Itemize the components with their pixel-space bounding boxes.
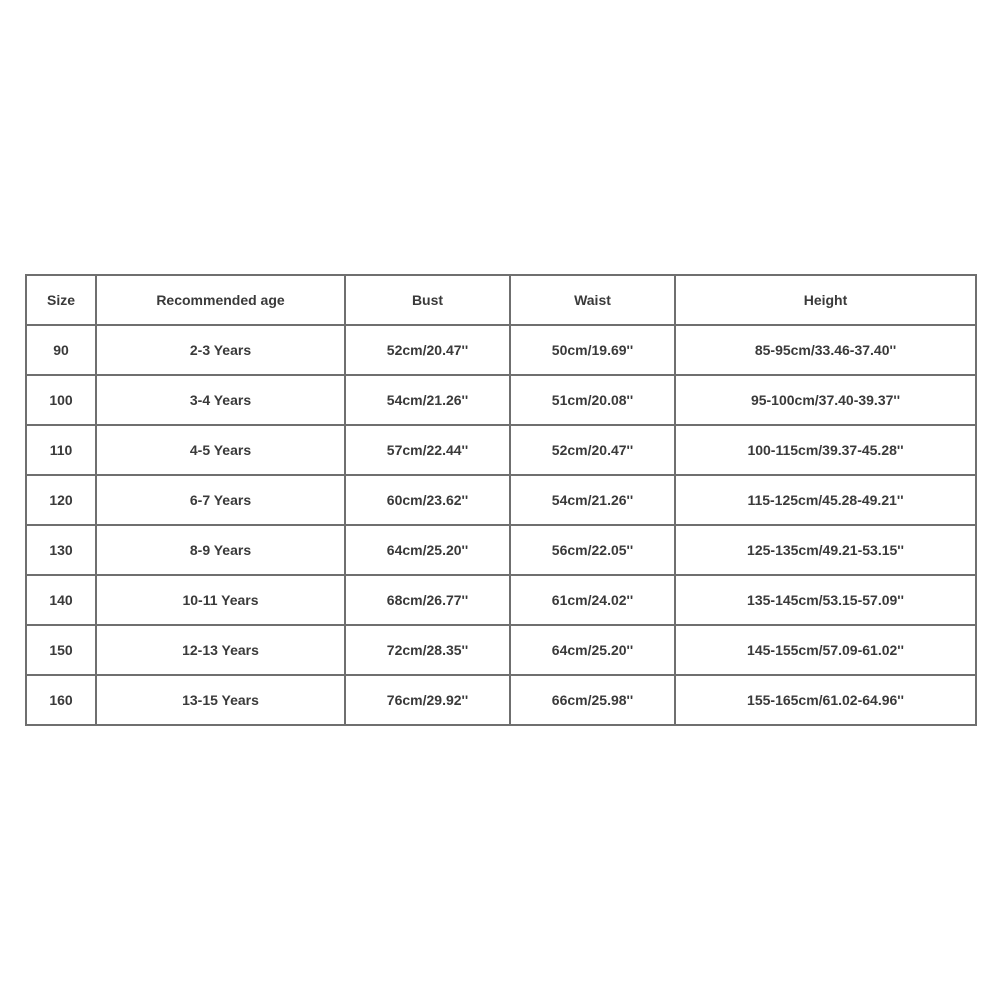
table-row bbox=[26, 375, 976, 425]
header-size: Size bbox=[26, 275, 96, 325]
cell-size: 150 bbox=[26, 625, 96, 675]
size-chart-body bbox=[26, 275, 976, 725]
size-chart-table bbox=[25, 274, 977, 726]
table-row bbox=[26, 625, 976, 675]
cell-recommended-age: 12-13 Years bbox=[96, 625, 345, 675]
cell-bust: 52cm/20.47'' bbox=[345, 325, 510, 375]
header-recommended-age: Recommended age bbox=[96, 275, 345, 325]
cell-recommended-age: 13-15 Years bbox=[96, 675, 345, 725]
cell-recommended-age: 10-11 Years bbox=[96, 575, 345, 625]
cell-bust: 64cm/25.20'' bbox=[345, 525, 510, 575]
cell-recommended-age: 8-9 Years bbox=[96, 525, 345, 575]
cell-height: 95-100cm/37.40-39.37'' bbox=[675, 375, 976, 425]
cell-waist: 54cm/21.26'' bbox=[510, 475, 675, 525]
header-bust: Bust bbox=[345, 275, 510, 325]
cell-waist: 51cm/20.08'' bbox=[510, 375, 675, 425]
cell-size: 90 bbox=[26, 325, 96, 375]
cell-bust: 72cm/28.35'' bbox=[345, 625, 510, 675]
cell-height: 125-135cm/49.21-53.15'' bbox=[675, 525, 976, 575]
cell-waist: 50cm/19.69'' bbox=[510, 325, 675, 375]
cell-height: 135-145cm/53.15-57.09'' bbox=[675, 575, 976, 625]
table-header-row bbox=[26, 275, 976, 325]
cell-height: 115-125cm/45.28-49.21'' bbox=[675, 475, 976, 525]
cell-size: 140 bbox=[26, 575, 96, 625]
cell-bust: 68cm/26.77'' bbox=[345, 575, 510, 625]
cell-height: 100-115cm/39.37-45.28'' bbox=[675, 425, 976, 475]
cell-bust: 54cm/21.26'' bbox=[345, 375, 510, 425]
cell-height: 155-165cm/61.02-64.96'' bbox=[675, 675, 976, 725]
cell-bust: 57cm/22.44'' bbox=[345, 425, 510, 475]
cell-recommended-age: 6-7 Years bbox=[96, 475, 345, 525]
cell-size: 160 bbox=[26, 675, 96, 725]
cell-waist: 52cm/20.47'' bbox=[510, 425, 675, 475]
cell-waist: 56cm/22.05'' bbox=[510, 525, 675, 575]
cell-size: 100 bbox=[26, 375, 96, 425]
cell-recommended-age: 4-5 Years bbox=[96, 425, 345, 475]
cell-waist: 61cm/24.02'' bbox=[510, 575, 675, 625]
header-waist: Waist bbox=[510, 275, 675, 325]
cell-size: 110 bbox=[26, 425, 96, 475]
cell-waist: 64cm/25.20'' bbox=[510, 625, 675, 675]
table-row bbox=[26, 475, 976, 525]
table-row bbox=[26, 425, 976, 475]
cell-size: 120 bbox=[26, 475, 96, 525]
cell-height: 85-95cm/33.46-37.40'' bbox=[675, 325, 976, 375]
table-row bbox=[26, 575, 976, 625]
table-row bbox=[26, 325, 976, 375]
cell-height: 145-155cm/57.09-61.02'' bbox=[675, 625, 976, 675]
cell-recommended-age: 2-3 Years bbox=[96, 325, 345, 375]
cell-size: 130 bbox=[26, 525, 96, 575]
cell-bust: 60cm/23.62'' bbox=[345, 475, 510, 525]
cell-bust: 76cm/29.92'' bbox=[345, 675, 510, 725]
header-height: Height bbox=[675, 275, 976, 325]
table-row bbox=[26, 675, 976, 725]
table-row bbox=[26, 525, 976, 575]
cell-waist: 66cm/25.98'' bbox=[510, 675, 675, 725]
cell-recommended-age: 3-4 Years bbox=[96, 375, 345, 425]
